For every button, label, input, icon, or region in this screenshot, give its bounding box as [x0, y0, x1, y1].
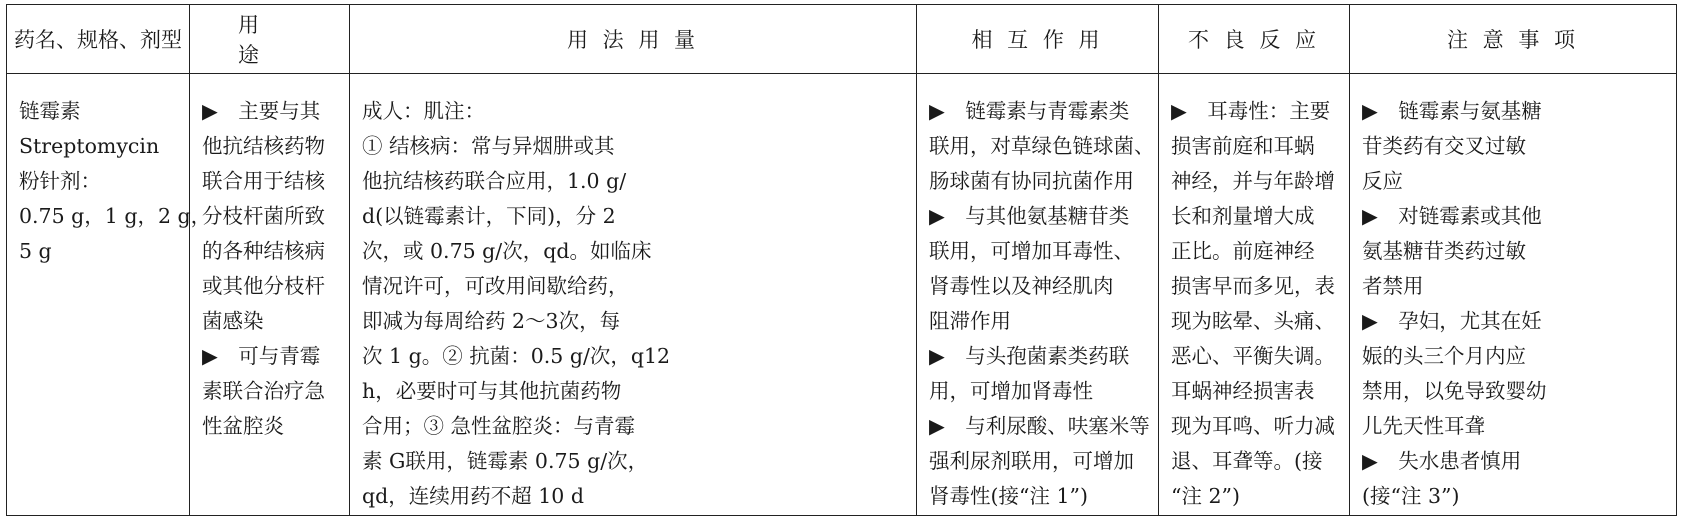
cell-dosage [350, 74, 917, 516]
cell-text-line: 恶心、平衡失调。 [1171, 344, 1335, 368]
table-row [7, 74, 1677, 516]
cell-text-line: 长和剂量增大成 [1171, 204, 1315, 228]
cell-text-line: 成人：肌注： [362, 99, 485, 123]
cell-indication [190, 74, 350, 516]
cell-text-line: ① 结核病：常与异烟肼或其 [362, 134, 615, 158]
cell-text-line: 分枝杆菌所致 [202, 204, 325, 228]
cell-text-line: 现为耳鸣、听力减 [1171, 414, 1335, 438]
cell-precautions [1350, 74, 1677, 516]
cell-text-line: 用，可增加肾毒性 [929, 379, 1093, 403]
cell-text-line: ▶ 与头孢菌素类药联 [929, 344, 1130, 368]
cell-text-line: “注 2”) [1171, 484, 1241, 508]
cell-text-line: 儿先天性耳聋 [1362, 414, 1485, 438]
cell-text-line: 次 1 g。② 抗菌：0.5 g/次，q12 [362, 344, 671, 368]
cell-text-line: 0.75 g，1 g，2 g， [19, 204, 212, 228]
cell-text-line: ▶ 对链霉素或其他 [1362, 204, 1542, 228]
cell-text-line: 粉针剂： [19, 169, 101, 193]
cell-text-line: 5 g [19, 239, 52, 263]
header-indication: 用 途 [190, 5, 350, 74]
cell-text-line: 反应 [1362, 169, 1403, 193]
cell-text-line: 即减为每周给药 2～3次，每 [362, 309, 621, 333]
cell-text-line: 损害早而多见，表 [1171, 274, 1335, 298]
cell-text-line: 耳蜗神经损害表 [1171, 379, 1315, 403]
table-body [7, 74, 1677, 516]
header-adverse-reactions: 不 良 反 应 [1159, 5, 1350, 74]
cell-text-line: h，必要时可与其他抗菌药物 [362, 379, 622, 403]
cell-text-line: 情况许可，可改用间歇给药， [362, 274, 629, 298]
cell-text-line: 阻滞作用 [929, 309, 1011, 333]
cell-text-line: 氨基糖苷类药过敏 [1362, 239, 1526, 263]
cell-text-line: qd，连续用药不超 10 d [362, 484, 584, 508]
cell-text-line: 神经，并与年龄增 [1171, 169, 1335, 193]
cell-text-line: 他抗结核药物 [202, 134, 325, 158]
header-interactions: 相 互 作 用 [917, 5, 1159, 74]
cell-text-line: 性盆腔炎 [202, 414, 284, 438]
cell-text-line: ▶ 链霉素与氨基糖 [1362, 99, 1542, 123]
cell-text-line: 联用，可增加耳毒性、 [929, 239, 1134, 263]
cell-text-line: ▶ 主要与其 [202, 99, 321, 123]
cell-text-line: 次，或 0.75 g/次，qd。如临床 [362, 239, 652, 263]
drug-info-table [6, 4, 1677, 516]
cell-text-line: 损害前庭和耳蜗 [1171, 134, 1315, 158]
header-row [7, 5, 1677, 74]
cell-text-line: Streptomycin [19, 134, 160, 158]
cell-text-line: 素 G联用，链霉素 0.75 g/次， [362, 449, 649, 473]
cell-text-line: 菌感染 [202, 309, 264, 333]
cell-text-line: 联用，对草绿色链球菌、 [929, 134, 1155, 158]
cell-text-line: 正比。前庭神经 [1171, 239, 1315, 263]
cell-text-line: 联合用于结核 [202, 169, 325, 193]
header-name-spec-form: 药名、规格、剂型 [7, 5, 190, 74]
cell-text-line: 禁用，以免导致婴幼 [1362, 379, 1547, 403]
cell-text-line: ▶ 失水患者慎用 [1362, 449, 1522, 473]
cell-text-line: 合用；③ 急性盆腔炎：与青霉 [362, 414, 636, 438]
cell-text-line: 肾毒性(接“注 1”) [929, 484, 1089, 508]
cell-name-spec-form [7, 74, 212, 516]
cell-text-line: ▶ 孕妇，尤其在妊 [1362, 309, 1542, 333]
cell-text-line: ▶ 链霉素与青霉素类 [929, 99, 1130, 123]
cell-text-line: ▶ 与利尿酸、呋塞米等 [929, 414, 1150, 438]
cell-adverse-reactions [1159, 74, 1350, 516]
cell-text-line: 肾毒性以及神经肌肉 [929, 274, 1114, 298]
cell-text-line: 或其他分枝杆 [202, 274, 325, 298]
cell-text-line: 苷类药有交叉过敏 [1362, 134, 1526, 158]
cell-text-line: ▶ 与其他氨基糖苷类 [929, 204, 1130, 228]
cell-text-line: (接“注 3”) [1362, 484, 1460, 508]
cell-text-line: 的各种结核病 [202, 239, 325, 263]
cell-interactions [917, 74, 1159, 516]
cell-text-line: 他抗结核药联合应用，1.0 g/ [362, 169, 627, 193]
cell-text-line: d(以链霉素计，下同)，分 2 [362, 204, 616, 228]
cell-text-line: 现为眩晕、头痛、 [1171, 309, 1335, 333]
header-dosage: 用 法 用 量 [350, 5, 917, 74]
cell-text-line: 强利尿剂联用，可增加 [929, 449, 1134, 473]
cell-text-line: 素联合治疗急 [202, 379, 325, 403]
cell-text-line: 链霉素 [19, 99, 81, 123]
cell-text-line: 退、耳聋等。(接 [1171, 449, 1323, 473]
header-precautions: 注 意 事 项 [1350, 5, 1677, 74]
cell-text-line: 者禁用 [1362, 274, 1424, 298]
cell-text-line: ▶ 可与青霉 [202, 344, 321, 368]
table-header [7, 5, 1677, 74]
cell-text-line: 娠的头三个月内应 [1362, 344, 1526, 368]
cell-text-line: ▶ 耳毒性：主要 [1171, 99, 1331, 123]
cell-text-line: 肠球菌有协同抗菌作用 [929, 169, 1134, 193]
